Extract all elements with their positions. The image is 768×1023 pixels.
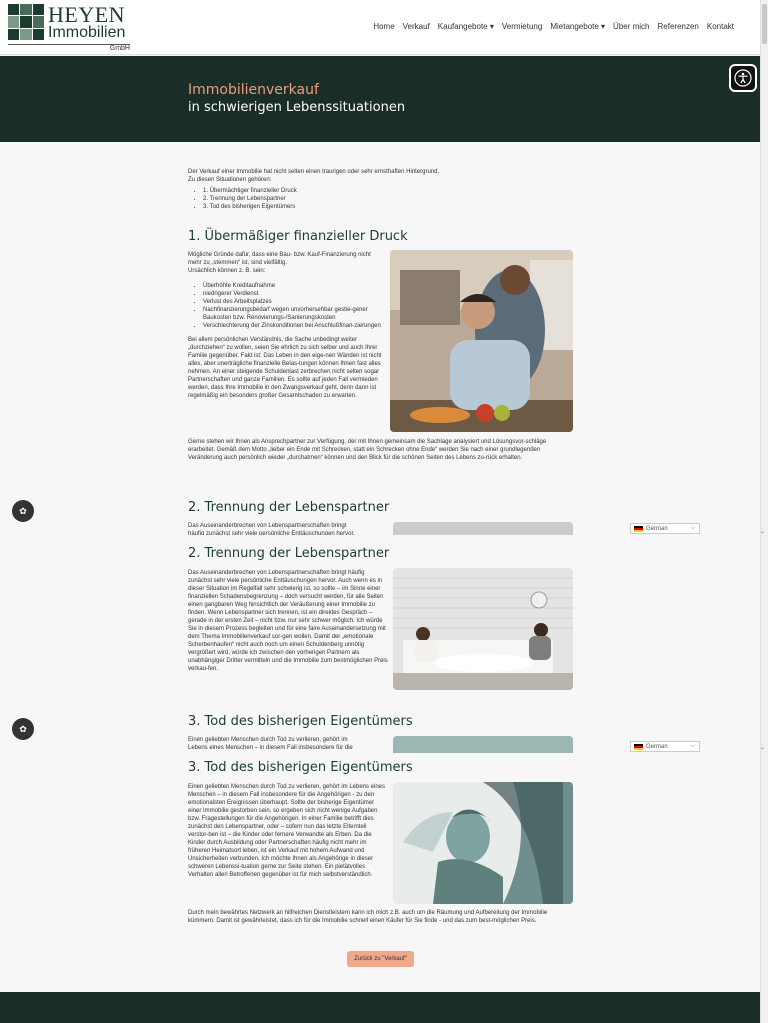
scroll-thumb[interactable] xyxy=(762,4,767,44)
brand-name-bottom: Immobilien xyxy=(48,24,126,41)
intro-list xyxy=(188,187,573,211)
couple-kitchen-image xyxy=(390,250,573,432)
section-1-text xyxy=(188,251,383,400)
list-item: • Nachfinanzierungsbedarf wegen unvorhersehbar gestie-gener Baukosten bzw. Renovierungs-/Sanierungskosten xyxy=(203,306,383,322)
photo-financial-stress xyxy=(390,250,573,432)
hero-banner xyxy=(0,56,760,142)
accessibility-icon xyxy=(734,69,752,87)
cookie-icon: ✿ xyxy=(19,723,27,734)
language-select[interactable] xyxy=(630,523,700,534)
section-3-peek-line-2: Lebens eines Menschen – in diesem Fall insbesondere für die xyxy=(188,745,353,751)
list-item: • 2. Trennung der Lebenspartner xyxy=(203,195,573,203)
photo-separation-peek xyxy=(393,522,573,535)
section-3-p2: Durch mein bewährtes Netzwerk an hilfreichen Dienstleistern kann ich mich z.B. auch um die Räumung und Aufbereitung der Immobilie kümmern. Damit ist gewährleistet, dass ich für die Immobilie schnell einen Käufer für Sie finde - und das zum best-möglichen Preis. xyxy=(188,910,548,924)
section-2-p1: Das Auseinanderbrechen von Lebenspartnerschaften bringt häufig zunächst sehr viele persönliche Enttäuschungen hervor. Auch wenn es in dieser Situation im Regelfall sehr schwierig ist, so sollte – im Sinne einer finanziellen Schadensbegrenzung – doch versucht werden, für alle Seiten einen gangbaren Weg hinsichtlich der Veräußerung einer Immobilie zu finden. Wenn Lebenspartner sich trennen, ist ein direktes Gespräch – gerade in der ersten Zeit – nicht bzw. nur sehr schwer möglich. Ich würde Sie in diesem Prozess begleiten und für eine faire Auseinandersetzung mit dem Thema Immobilienverkauf sor-gen wollen. Damit der „emotionale Scherbenhaufen“ nicht auch noch um einen Schuldenberg unnötig vergrößert wird, würde ich zwischen den vorherigen Partnern als unabhängiger Dritter vermitteln und die Immobilie zum bestmöglichen Preis verkau-fen. xyxy=(188,570,388,672)
back-to-verkauf-button[interactable]: Zurück zu "Verkauf" xyxy=(347,951,414,967)
section-1-p1: Mögliche Gründe dafür, dass eine Bau- bzw. Kauf-Finanzierung nicht mehr zu „stemmen“ ist, sind vielfältig. xyxy=(188,252,371,266)
brand-logo[interactable] xyxy=(8,4,130,52)
nav-referenzen[interactable]: Referenzen xyxy=(657,22,699,31)
section-2-heading-peek: 2. Trennung der Lebenspartner xyxy=(188,500,390,515)
nav-kontakt[interactable]: Kontakt xyxy=(706,22,734,31)
list-item: • 1. Übermächtiger finanzieller Druck xyxy=(203,187,573,195)
cookie-settings-button[interactable] xyxy=(12,500,34,522)
language-label: German xyxy=(646,743,668,750)
list-item: • Verlust des Arbeitsplatzes xyxy=(203,298,383,306)
angel-statue-image xyxy=(393,782,573,904)
footer xyxy=(0,992,760,1023)
photo-separation xyxy=(393,568,573,690)
top-bar xyxy=(0,0,760,55)
intro-line-2: Zu diesen Situationen gehören: xyxy=(188,177,272,183)
scrollbar[interactable] xyxy=(760,0,768,1023)
section-3-heading-peek: 3. Tod des bisherigen Eigentümers xyxy=(188,714,413,729)
section-2-peek-text xyxy=(188,522,388,535)
nav-home[interactable]: Home xyxy=(373,22,395,31)
chevron-down-icon: ⌵ xyxy=(690,743,695,749)
language-select-2[interactable] xyxy=(630,741,700,752)
section-3-peek-text xyxy=(188,736,388,753)
couple-bedroom-image xyxy=(393,568,573,690)
language-label: German xyxy=(646,525,668,532)
section-1-p1b: Ursächlich können z. B. sein: xyxy=(188,268,266,274)
photo-grief xyxy=(393,782,573,904)
german-flag-icon xyxy=(634,526,643,532)
list-item: • 3. Tod des bisherigen Eigentümers xyxy=(203,203,573,211)
hero-title: Immobilienverkauf xyxy=(188,82,319,98)
nav-ueber-mich[interactable]: Über mich xyxy=(613,22,650,31)
logo-grid-icon xyxy=(8,4,44,40)
brand-legal: GmbH xyxy=(109,45,130,52)
brand-name-top: HEYEN xyxy=(48,2,126,27)
section-1-heading: 1. Übermäßiger finanzieller Druck xyxy=(188,229,408,244)
cookie-icon: ✿ xyxy=(19,505,27,516)
section-2-peek-line-2: häufig zunächst sehr viele persönliche Enttäuschungen hervor. xyxy=(188,531,355,535)
list-item: • Überhöhte Kreditaufnahme xyxy=(203,282,383,290)
nav-mietangebote[interactable]: Mietangebote ▾ xyxy=(550,22,606,31)
nav-vermietung[interactable]: Vermietung xyxy=(501,22,543,31)
nav-kaufangebote[interactable]: Kaufangebote ▾ xyxy=(437,22,494,31)
accessibility-button[interactable] xyxy=(729,64,757,92)
list-item: • Verschlechterung der Zinskonditionen bei Anschlußfinan-zierungen xyxy=(203,322,383,330)
german-flag-icon xyxy=(634,744,643,750)
section-1-p2: Bei allem persönlichen Verständnis, die Sache unbedingt weiter „durchziehen“ zu wollen, seien Sie ehrlich zu sich selber und auch Ihrer Familie gegenüber. Fakt ist: Das Leben in den eige-nen Wänden ist nicht alles, aber unerträgliche finanzielle Belas-tungen können Ihnen fast alles nehmen. An einer steigende Schuldenlast zerbrechen nicht selten sogar Partnerschaften und ganze Familien. Es sollte auf jeden Fall vermieden werden, dass Ihre Immobilie in den Zwangsverkauf geht, denn dann ist regelmäßig ein besonders großer Gesamtschaden zu erwarten. xyxy=(188,337,382,399)
section-1-p3: Gerne stehen wir Ihnen als Ansprechpartner zur Verfügung, der mit Ihnen gemeinsam die Sachlage analysiert und Lösungsvor-schläge erarbeitet. Gemäß dem Motto „lieber ein Ende mit Schrecken, statt ein Schrecken ohne Ende“ werden Sie nach einer grundlegenden Veränderung auch persönlich wieder „durchatmen“ können und den Blick für die schönen Seiten des Lebens zu-rück erhalten. xyxy=(188,439,547,461)
nav-verkauf[interactable]: Verkauf xyxy=(402,22,430,31)
chevron-down-icon: ⌵ xyxy=(690,525,695,531)
section-2-heading: 2. Trennung der Lebenspartner xyxy=(188,546,390,561)
section-1-list xyxy=(188,282,383,330)
intro-line-1: Der Verkauf einer Immobilie hat nicht selten einen traurigen oder sehr ernsthaften Hintergrund. xyxy=(188,169,440,175)
hero-subtitle: in schwierigen Lebenssituationen xyxy=(188,100,406,115)
scroll-down-icon[interactable]: ⌄ xyxy=(760,529,766,535)
main-nav xyxy=(369,22,738,31)
section-3-peek-line: Einen geliebten Menschen durch Tod zu verlieren, gehört im xyxy=(188,737,348,743)
intro-block xyxy=(188,168,573,211)
cookie-settings-button-2[interactable] xyxy=(12,718,34,740)
section-3-heading: 3. Tod des bisherigen Eigentümers xyxy=(188,760,413,775)
list-item: • niedrigerer Verdienst xyxy=(203,290,383,298)
photo-grief-peek xyxy=(393,736,573,753)
scroll-down-icon-2[interactable]: ⌄ xyxy=(760,745,766,751)
section-3-p1: Einen geliebten Menschen durch Tod zu verlieren, gehört im Lebens eines Menschen – in diesem Fall insbesondere für die Angehörigen - zu den emotionalsten Ereignissen überhaupt. Sollte der bisherige Eigentümer einer Immobilie gestorben sein, so ergeben sich nicht wenige Aufgaben bzw. Fragestellungen für die Angehörigen. In einer Familie betrifft dies zunächst den Lebenspartner, oder – sofern nun das letzte Elternteil verstor-ben ist – die Kinder oder fernere Verwandte als Erben. Da die Kinder durch Ausbildung oder Partnerschaften häufig nicht mehr im früheren Heimatsort leben, ist ein Verkauf mit hohem Aufwand und Unsicherheiten verbunden. Ich möchte Ihnen als Angehörige in dieser schweren Lebenssi-tuation gerne zur Seite stehen. Ein pietätvolles Verhalten allen Betroffenen gegenüber ist für mich selbstverständlich. xyxy=(188,784,386,878)
section-2-peek-line: Das Auseinanderbrechen von Lebenspartnerschaften bringt xyxy=(188,523,347,529)
